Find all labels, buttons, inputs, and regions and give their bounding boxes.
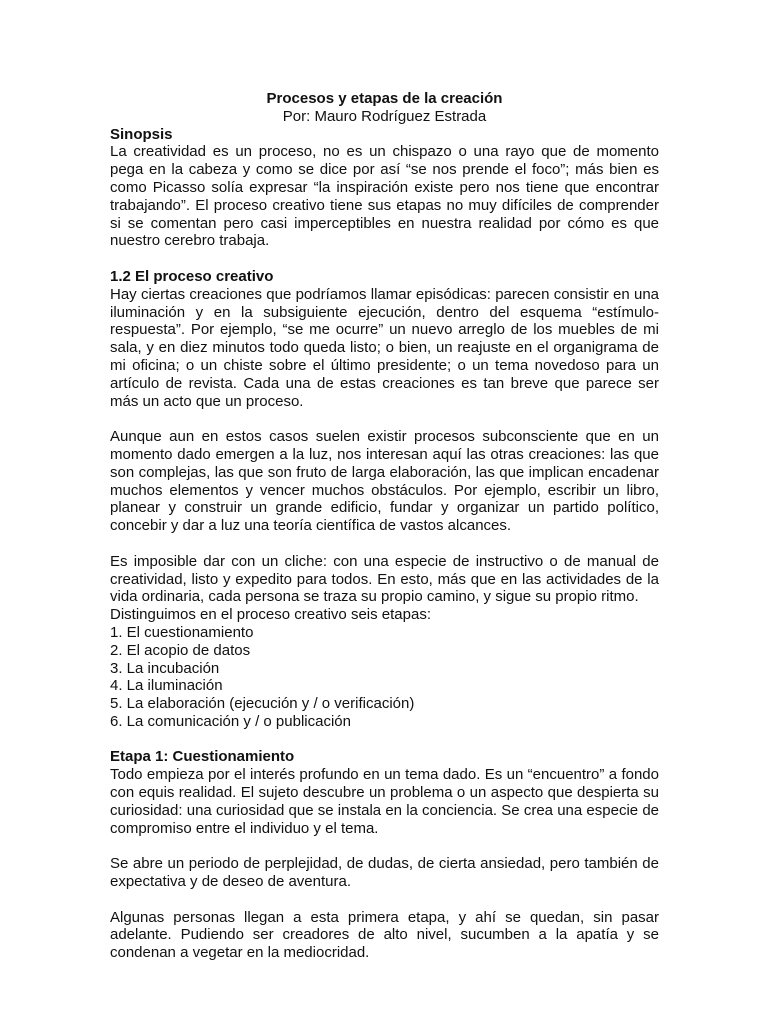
stage1-heading: Etapa 1: Cuestionamiento: [110, 748, 295, 766]
stage-item: 6. La comunicación y / o publicación: [110, 712, 351, 730]
paragraph-gap: [110, 410, 659, 428]
stage-item: 5. La elaboración (ejecución y / o verificación): [110, 695, 415, 713]
section-paragraph-3: Es imposible dar con un cliche: con una especie de instructivo o de manual de creatividad, listo y expedito para todos. En esto, más que en las actividades de la vida ordinaria, cada persona se traza su propio camino, y sigue su propio ritmo.: [110, 552, 659, 606]
stage1-paragraph-2: Se abre un periodo de perplejidad, de dudas, de cierta ansiedad, pero también de expectativa y de deseo de aventura.: [110, 855, 659, 891]
document-title: Procesos y etapas de la creación: [266, 90, 503, 107]
section-heading: 1.2 El proceso creativo: [110, 267, 274, 285]
stage-item: 3. La incubación: [110, 659, 220, 677]
stage-item: 2. El acopio de datos: [110, 641, 251, 659]
stage1-paragraph-1: Todo empieza por el interés profundo en un tema dado. Es un “encuentro” a fondo con equis realidad. El sujeto descubre un problema o un aspecto que despierta su curiosidad: una curiosidad que se instala en la conciencia. Se crea una especie de compromiso entre el individuo y el tema.: [110, 766, 659, 837]
stage-item: 1. El cuestionamiento: [110, 623, 254, 641]
synopsis-heading: Sinopsis: [110, 125, 173, 143]
document-author: Por: Mauro Rodríguez Estrada: [282, 107, 487, 125]
synopsis-paragraph: La creatividad es un proceso, no es un chispazo o una rayo que de momento pega en la cabeza y como se dice por así “se nos prende el foco”; más bien es como Picasso solía expresar “la inspiración existe pero nos tiene que encontrar trabajando”. El proceso creativo tiene sus etapas no muy difíciles de comprender si se comentan pero casi imperceptibles en nuestra realidad por cómo es que nuestro cerebro trabaja.: [110, 143, 659, 250]
document-body: [110, 90, 659, 962]
section-paragraph-2: Aunque aun en estos casos suelen existir procesos subconsciente que en un momento dado emergen a la luz, nos interesan aquí las otras creaciones: las que son complejas, las que son fruto de larga elaboración, las que implican encadenar muchos elementos y vencer muchos obstáculos. Por ejemplo, escribir un libro, planear y construir un grande edificio, fundar y organizar un partido político, concebir y dar a luz una teoría científica de vastos alcances.: [110, 428, 659, 535]
section-paragraph-1: Hay ciertas creaciones que podríamos llamar episódicas: parecen consistir en una iluminación y en la subsiguiente ejecución, dentro del esquema “estímulo-respuesta”. Por ejemplo, “se me ocurre” un nuevo arreglo de los muebles de mi sala, y en diez minutos todo queda listo; o bien, un reajuste en el organigrama de mi oficina; o un chiste sobre el último presidente; o un tema novedoso para un artículo de revista. Cada una de estas creaciones es tan breve que parece ser más un acto que un proceso.: [110, 285, 659, 410]
paragraph-gap: [110, 250, 659, 268]
stage-item: 4. La iluminación: [110, 677, 223, 695]
paragraph-gap: [110, 891, 659, 909]
stages-intro: Distinguimos en el proceso creativo seis etapas:: [110, 606, 431, 624]
paragraph-gap: [110, 535, 659, 553]
stages-list: [110, 624, 659, 731]
paragraph-gap: [110, 731, 659, 749]
stage1-paragraph-3: Algunas personas llegan a esta primera etapa, y ahí se quedan, sin pasar adelante. Pudiendo ser creadores de alto nivel, sucumben a la apatía y se condenan a vegetar en la mediocridad.: [110, 908, 659, 962]
paragraph-gap: [110, 837, 659, 855]
